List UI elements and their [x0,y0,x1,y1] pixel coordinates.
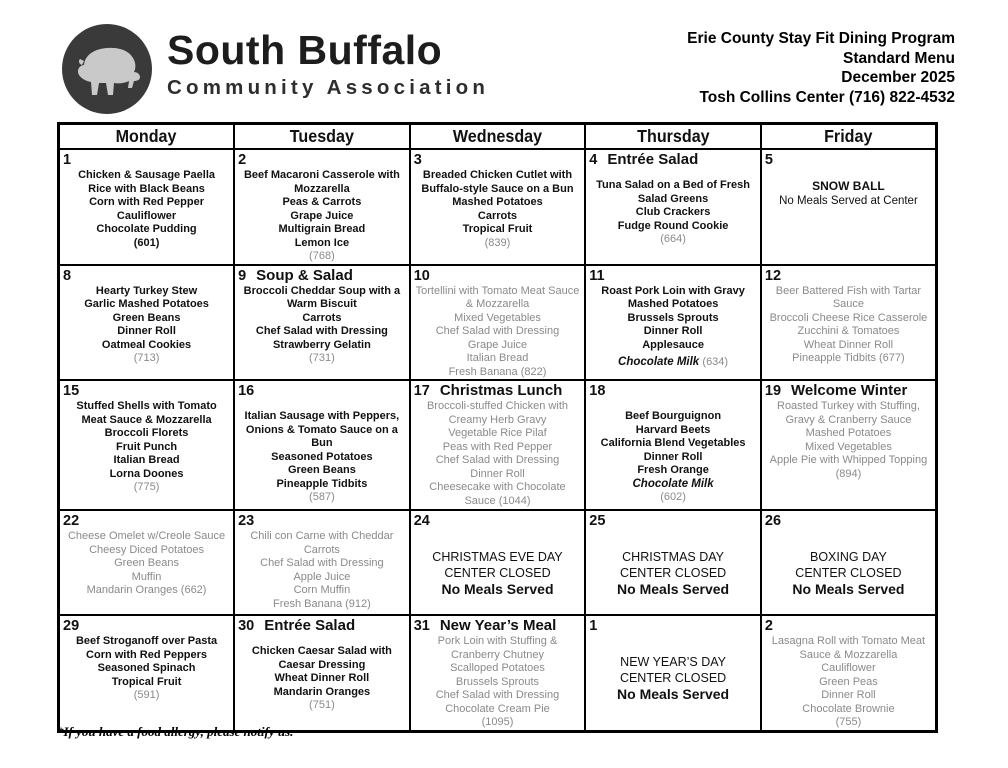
day-number: 1 [589,618,598,634]
calendar-cell-day-4 [585,149,761,265]
menu-line: Wheat Dinner Roll [274,672,370,684]
menu-line: No Meals Served [792,581,905,597]
menu-line: No Meals Served [441,581,554,597]
menu-line: Lasagna Roll with Tomato Meat Sauce & Mozzarella [771,635,926,661]
menu-line: Pineapple Tidbits [276,477,368,490]
menu-line: Rice with Black Beans [88,182,205,195]
calendar-cell-day-9 [234,265,410,381]
menu-line: Tortellini with Tomato Meat Sauce & Mozzarella [415,284,580,310]
menu-line: CENTER CLOSED [795,565,902,580]
menu-calendar [57,122,938,733]
menu-line: Chef Salad with Dressing [255,325,388,337]
day-number: 29 [63,618,80,634]
menu-items [765,179,932,208]
calendar-cell-day-3 [410,149,586,265]
menu-line: Chocolate Milk [632,477,714,490]
menu-items [589,285,757,371]
menu-line: (731) [309,352,335,364]
menu-line: Green Peas [819,675,878,688]
menu-line: No Meals Served [617,686,730,702]
menu-line: Wheat Dinner Roll [803,338,894,351]
menu-line: Cauliflower [821,662,876,674]
calendar-cell-day-10 [410,265,586,381]
day-header-tuesday: Tuesday [234,124,410,150]
program-name: Erie County Stay Fit Dining Program [687,30,955,47]
menu-line: (839) [484,236,511,249]
menu-line: Brussels Sprouts [455,675,540,688]
day-header-thursday: Thursday [585,124,761,150]
menu-line: Pineapple Tidbits (677) [792,352,905,364]
day-header-monday: Monday [59,124,235,150]
day-number: 23 [238,513,255,529]
calendar-cell-day-16 [234,380,410,510]
menu-line: Peas & Carrots [282,196,362,208]
menu-line: Broccoli-stuffed Chicken with Creamy Herb Gravy [426,400,568,426]
menu-line: (775) [133,481,160,493]
menu-items [238,530,406,611]
menu-line: Dinner Roll [643,450,703,463]
calendar-cell-day-5 [761,149,937,265]
calendar-cell-day-26 [761,510,937,615]
menu-line: Pork Loin with Stuffing & Cranberry Chutney [437,635,558,661]
day-header-friday: Friday [761,124,937,150]
menu-items [414,550,582,598]
menu-line: (591) [133,689,160,701]
menu-line: Green Beans [287,464,356,476]
menu-items [63,400,230,495]
cell-title: Entrée Salad [264,617,356,634]
calendar-cell-day-25 [585,510,761,615]
week-row [59,265,937,381]
day-number: 31 [413,618,430,634]
menu-line: (587) [309,491,335,503]
week-row [59,149,937,265]
day-number: 2 [764,618,773,634]
menu-line: Zucchini & Tomatoes [797,325,900,337]
menu-line: Lemon Ice [294,236,350,249]
menu-line: No Meals Served [617,581,730,597]
menu-items [414,400,582,508]
menu-line: Club Crackers [635,206,711,218]
calendar-cell-day-12 [761,265,937,381]
menu-line: Oatmeal Cookies [101,338,192,351]
menu-line: Chocolate Cream Pie [445,702,550,715]
menu-line: Chicken & Sausage Paella [78,169,216,181]
menu-line: Corn with Red Peppers [86,648,208,661]
calendar-cell-day-1 [59,149,235,265]
menu-line: Mixed Vegetables [454,311,541,324]
calendar-cell-day-18 [585,380,761,510]
menu-line: Multigrain Bread [278,223,366,235]
menu-items [589,179,757,247]
menu-line: Muffin [131,570,162,583]
week-row [59,380,937,510]
menu-line: SNOW BALL [812,179,885,193]
menu-line: Apple Pie with Whipped Topping (894) [769,454,928,480]
menu-items [765,550,932,598]
calendar-cell-day-31 [410,615,586,731]
calendar-cell-day-17 [410,380,586,510]
menu-line: (664) [660,233,686,245]
cell-title: Welcome Winter [791,382,908,399]
day-number: 4 [589,152,598,168]
calendar-cell-day-15 [59,380,235,510]
day-number: 18 [589,383,606,399]
calendar-cell-day-1 [585,615,761,731]
menu-items [238,645,406,713]
day-number: 9 [238,267,247,284]
allergy-footnote: *If you have a food allergy, please notify us. [57,724,294,739]
day-number: 2 [238,152,247,168]
menu-line: Mixed Vegetables [805,440,892,453]
menu-line: BOXING DAY [810,550,887,564]
menu-line: Tuna Salad on a Bed of Fresh Salad Greens [596,179,750,205]
calendar-cell-day-29 [59,615,235,731]
day-number: 24 [413,513,430,529]
menu-line: Italian Bread [113,454,180,466]
week-row [59,510,937,615]
menu-line: Carrots [303,543,340,556]
menu-items [414,169,582,250]
buffalo-icon [62,24,152,114]
menu-line: Fresh Orange [637,464,709,476]
menu-line: Roasted Turkey with Stuffing, Gravy & Cranberry Sauce [777,400,920,426]
menu-items [765,635,932,730]
menu-line: CENTER CLOSED [619,565,727,580]
menu-line: Dinner Roll [117,325,176,337]
calendar-cell-day-24 [410,510,586,615]
menu-line: Chef Salad with Dressing [435,325,560,337]
menu-line: Chef Salad with Dressing [260,557,384,569]
menu-line: Fruit Punch [115,440,178,453]
menu-line: (751) [309,699,335,711]
menu-line: Breaded Chicken Cutlet with Buffalo-style Sauce on a Bun [421,169,574,195]
menu-line: California Blend Vegetables [600,437,746,449]
week-row [59,615,937,731]
day-number: 30 [238,618,255,634]
day-number: 1 [63,152,72,168]
menu-line: CHRISTMAS EVE DAY [432,550,563,564]
calendar-cell-day-19 [761,380,937,510]
menu-items [589,655,757,703]
menu-items [589,550,757,598]
calendar-cell-day-30 [234,615,410,731]
menu-line: Harvard Beets [635,423,711,436]
menu-line: Beer Battered Fish with Tartar Sauce [775,284,922,310]
menu-line: Italian Bread [466,352,529,364]
menu-line: Stuffed Shells with Tomato Meat Sauce & Mozzarella [76,400,217,426]
menu-line: Chocolate Milk (634) [618,356,729,368]
menu-line: Corn with Red Pepper [89,196,204,208]
menu-line: Cauliflower [116,209,177,222]
menu-line: Mandarin Oranges [273,685,371,698]
brand [167,26,489,100]
menu-items [765,285,932,366]
menu-line: Beef Macaroni Casserole with Mozzarella [243,169,400,195]
menu-line: Carrots [302,311,342,324]
menu-line: (768) [309,250,335,262]
menu-line: Chocolate Pudding [96,223,197,235]
menu-line: CENTER CLOSED [619,670,727,685]
menu-line: (713) [133,352,160,364]
menu-line: Grape Juice [290,209,354,222]
menu-line: (1095) [481,716,514,728]
menu-line: Green Beans [114,557,179,569]
menu-month: December 2025 [841,69,955,86]
cell-title: Entrée Salad [607,151,699,168]
menu-line: Fresh Banana (912) [272,597,371,610]
menu-line: Roast Pork Loin with Gravy [601,284,745,297]
calendar-cell-day-8 [59,265,235,381]
program-info [687,29,955,107]
cell-title: Christmas Lunch [439,382,563,399]
menu-line: Chicken Caesar Salad with Caesar Dressing [251,645,392,671]
menu-line: Beef Bourguignon [625,410,722,422]
menu-items [238,410,406,505]
menu-line: Tropical Fruit [462,223,533,235]
menu-line: Chili con Carne with Cheddar [250,530,394,542]
menu-line: (755) [835,716,862,728]
menu-line: No Meals Served at Center [779,194,918,207]
menu-line: Dinner Roll [470,467,525,480]
menu-line: Chef Salad with Dressing [435,689,560,701]
calendar-cell-day-22 [59,510,235,615]
menu-line: Apple Juice [293,570,351,583]
calendar-cell-day-23 [234,510,410,615]
day-number: 11 [589,267,605,284]
calendar-cell-day-2 [761,615,937,731]
menu-line: Scalloped Potatoes [450,662,545,674]
menu-items [238,285,406,366]
menu-items [63,530,230,598]
day-number: 8 [63,267,72,284]
menu-line: Fudge Round Cookie [617,219,729,232]
menu-line: Grape Juice [467,338,528,351]
menu-items [63,285,230,366]
menu-items [238,169,406,264]
org-subtitle: Community Association [167,76,490,99]
menu-line: Lorna Doones [109,467,184,480]
menu-line: Hearty Turkey Stew [95,284,198,297]
menu-line: Italian Sausage with Peppers, Onions & Tomato Sauce on a Bun [244,410,400,449]
menu-line: NEW YEAR’S DAY [620,655,726,669]
menu-line: Beef Stroganoff over Pasta [75,635,218,647]
menu-line: Mandarin Oranges (662) [86,584,207,596]
menu-line: Garlic Mashed Potatoes [84,298,209,310]
menu-line: Brussels Sprouts [627,311,719,324]
menu-line: Broccoli Cheese Rice Casserole [769,311,928,324]
day-number: 17 [413,383,430,399]
menu-line: Cheesecake with Chocolate Sauce (1044) [429,481,566,507]
menu-items [63,635,230,703]
menu-line: Seasoned Spinach [97,662,196,674]
menu-line: Corn Muffin [293,584,351,596]
day-number: 10 [413,267,430,284]
menu-line: Strawberry Gelatin [272,338,371,351]
menu-line: Cheesy Diced Potatoes [89,543,205,556]
menu-line: Mashed Potatoes [627,298,719,310]
cell-title: New Year’s Meal [439,617,557,634]
menu-line: CENTER CLOSED [444,565,551,580]
menu-line: Dinner Roll [643,325,703,337]
menu-line: Seasoned Potatoes [271,450,373,463]
menu-line: Broccoli Florets [104,427,189,439]
menu-line: Dinner Roll [821,689,876,701]
day-number: 25 [589,513,606,529]
menu-line: (601) [133,236,160,249]
day-number: 16 [238,383,255,399]
day-header-wednesday: Wednesday [410,124,586,150]
menu-line: Mashed Potatoes [452,196,543,208]
day-number: 5 [764,152,773,168]
menu-line: Chocolate Brownie [802,702,895,715]
menu-items [414,285,582,380]
menu-line: (602) [660,491,686,503]
menu-line: Tropical Fruit [111,675,182,688]
menu-items [63,169,230,250]
menu-line: Chef Salad with Dressing [435,454,560,466]
menu-line: Vegetable Rice Pilaf [448,427,547,439]
day-header-row [59,124,937,150]
day-number: 19 [764,383,782,399]
menu-line: Peas with Red Pepper [442,440,553,453]
menu-line: Broccoli Cheddar Soup with a Warm Biscuit [243,284,401,310]
menu-line: Cheese Omelet w/Creole Sauce [67,530,226,542]
menu-line: Mashed Potatoes [805,427,892,439]
day-number: 15 [63,383,80,399]
day-number: 22 [63,513,80,529]
menu-line: Green Beans [112,311,181,324]
menu-line: Applesauce [642,338,704,351]
day-number: 3 [413,152,422,168]
menu-line: CHRISTMAS DAY [622,550,725,564]
menu-line: Carrots [477,209,518,222]
menu-items [414,635,582,730]
menu-line: Fresh Banana (822) [448,365,547,378]
center-contact: Tosh Collins Center (716) 822-4532 [699,88,955,106]
day-number: 12 [764,267,782,284]
org-name: South Buffalo [167,27,443,73]
menu-type: Standard Menu [843,49,955,67]
menu-items [589,410,757,505]
cell-title: Soup & Salad [256,266,353,284]
calendar-cell-day-11 [585,265,761,381]
day-number: 26 [764,513,782,529]
calendar-cell-day-2 [234,149,410,265]
menu-items [765,400,932,481]
